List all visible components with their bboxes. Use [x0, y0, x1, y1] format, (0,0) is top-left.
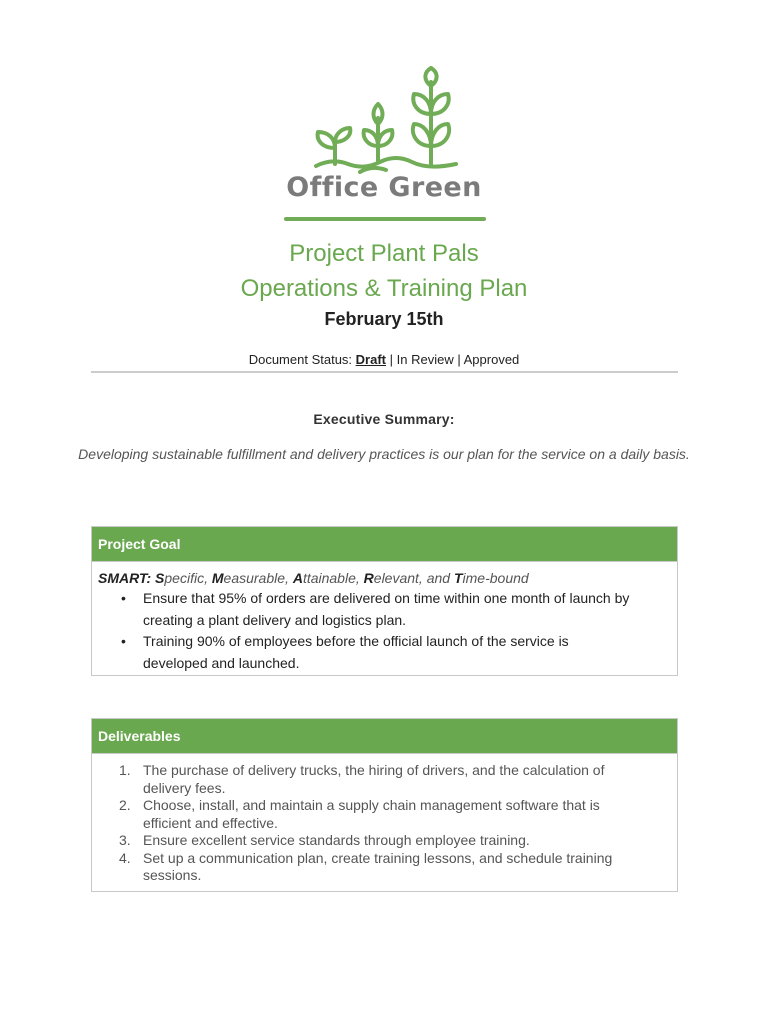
item-number: 4.	[119, 849, 131, 866]
status-draft-link[interactable]: Draft	[355, 352, 386, 367]
status-separator: |	[389, 352, 394, 367]
goal-text-line: Ensure that 95% of orders are delivered on time within one month of launch by	[143, 590, 630, 606]
smart-term: pecific,	[164, 570, 208, 586]
smart-term: ttainable,	[302, 570, 360, 586]
document-status	[0, 352, 768, 367]
sprouting-plants-icon	[310, 66, 460, 174]
deliverable-text-line: efficient and effective.	[143, 814, 278, 831]
smart-lead: SMART:	[98, 570, 152, 586]
project-title: Project Plant Pals	[289, 240, 479, 267]
status-in-review: In Review	[396, 352, 454, 367]
deliverables-heading: Deliverables	[92, 719, 677, 754]
smart-term: elevant, and	[373, 570, 451, 586]
goal-list	[98, 588, 671, 674]
item-number: 3.	[119, 832, 131, 848]
divider	[91, 371, 678, 373]
status-label: Document Status:	[248, 352, 353, 367]
plan-title: Operations & Training Plan	[240, 275, 528, 302]
goal-text-line: creating a plant delivery and logistics plan.	[143, 611, 407, 628]
smart-term: easurable,	[223, 570, 289, 586]
deliverable-text-line: sessions.	[143, 867, 202, 883]
list-item	[98, 762, 671, 797]
goal-text-line: Training 90% of employees before the official launch of the service is	[143, 633, 569, 649]
deliverable-text-line: Set up a communication plan, create training lessons, and schedule training	[143, 849, 613, 866]
item-number: 1.	[119, 762, 131, 778]
item-number: 2.	[119, 797, 131, 813]
smart-initial: M	[211, 570, 224, 586]
status-separator: |	[457, 352, 461, 367]
executive-summary-text: Developing sustainable fulfillment and delivery practices is our plan for the service on a daily basis.	[78, 446, 690, 462]
list-item	[98, 631, 671, 674]
smart-term: ime-bound	[462, 570, 529, 586]
deliverable-text-line: delivery fees.	[143, 779, 226, 796]
smart-initial: R	[363, 570, 374, 586]
list-item	[98, 850, 671, 885]
project-goal-heading: Project Goal	[92, 527, 677, 562]
deliverable-text-line: Choose, install, and maintain a supply chain management software that is	[143, 797, 600, 813]
smart-initial: T	[453, 570, 463, 586]
deliverables-list	[98, 762, 671, 885]
smart-criteria	[98, 568, 671, 588]
project-goal-panel	[91, 526, 678, 676]
smart-initial: A	[292, 570, 303, 586]
executive-summary-heading: Executive Summary:	[313, 411, 455, 427]
list-item	[98, 588, 671, 631]
logo-wordmark: Office Green	[286, 172, 482, 203]
logo-underline	[284, 217, 486, 221]
bullet-icon: •	[121, 590, 126, 606]
deliverable-text-line: Ensure excellent service standards through employee training.	[143, 832, 530, 848]
project-goal-body	[92, 562, 677, 674]
document-date: February 15th	[324, 309, 444, 329]
deliverables-panel	[91, 718, 678, 892]
status-approved: Approved	[463, 352, 520, 367]
deliverable-text-line: The purchase of delivery trucks, the hiring of drivers, and the calculation of	[143, 762, 605, 778]
deliverables-body	[92, 754, 677, 885]
list-item	[98, 797, 671, 832]
list-item	[98, 832, 671, 850]
bullet-icon: •	[121, 633, 126, 649]
smart-initial: S	[155, 570, 165, 586]
goal-text-line: developed and launched.	[143, 654, 300, 671]
